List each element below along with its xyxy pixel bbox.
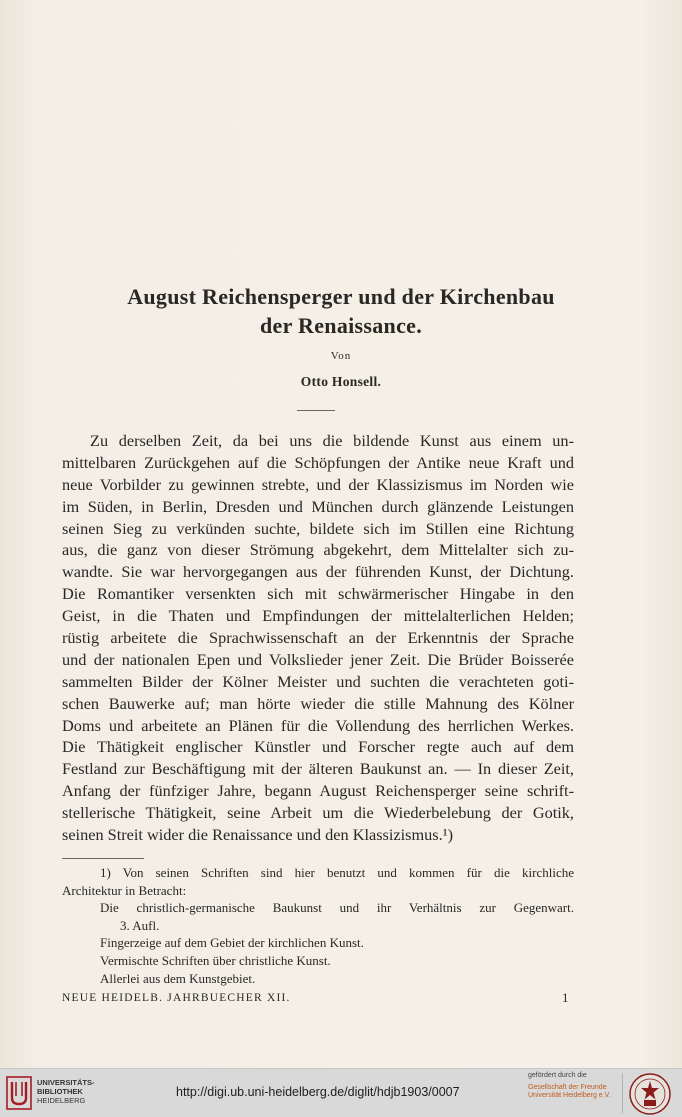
body-line: Zu derselben Zeit, da bei uns die bildende Kunst aus einem un-	[90, 431, 574, 450]
body-line: sammelten Bilder der Kölner Meister und suchten die verachteten goti-	[62, 671, 574, 691]
sponsor-heading: gefördert durch die	[528, 1072, 587, 1079]
viewer-footer-bar	[0, 1068, 682, 1117]
footnote-line: Allerlei aus dem Kunstgebiet.	[100, 970, 256, 986]
library-name-line-2: BIBLIOTHEK	[37, 1087, 83, 1096]
body-line: Anfang der fünfziger Jahre, begann August Reichensperger seine schrift-	[62, 781, 574, 801]
sponsor-divider	[622, 1073, 623, 1113]
footnote-line: Die christlich-germanische Baukunst und ihr Verhältnis zur Gegenwart.	[100, 900, 574, 916]
title-line-2: der Renaissance.	[259, 313, 423, 338]
author-name: Otto Honsell.	[300, 374, 382, 389]
university-library-logo-icon[interactable]	[6, 1076, 32, 1110]
sponsor-block	[528, 1072, 611, 1101]
body-line: stellerische Thätigkeit, seine Arbeit um die Wiederbelebung der Gotik,	[62, 803, 574, 823]
body-line: Die Romantiker versenkten sich mit schwärmerischer Hingabe in den	[62, 584, 574, 604]
footnote-line: Fingerzeige auf dem Gebiet der kirchlichen Kunst.	[100, 935, 364, 951]
footnote	[62, 864, 574, 987]
body-line: mittelbaren Zurückgehen auf die Schöpfungen der Antike neue Kraft und	[62, 452, 574, 472]
library-name-line-3: HEIDELBERG	[37, 1096, 86, 1105]
body-line: seinen Streit wider die Renaissance und den Klassizismus.¹)	[62, 825, 454, 845]
title-line-1: August Reichensperger und der Kirchenbau	[127, 284, 555, 309]
university-seal-icon	[628, 1072, 672, 1116]
body-line: seinen Sieg zu verkünden suchte, bildete sich im Stillen eine Richtung	[62, 518, 574, 538]
footnote-line: 3. Aufl.	[120, 917, 160, 933]
title-divider	[297, 410, 335, 411]
library-name-line-1: UNIVERSITÄTS-	[37, 1078, 95, 1087]
footnote-line: Architektur in Betracht:	[62, 882, 187, 898]
body-line: Die Thätigkeit englischer Künstler und Forscher regte auch auf dem	[62, 737, 574, 757]
body-line: neue Vorbilder zu gewinnen strebte, und der Klassizismus im Norden wie	[62, 474, 574, 494]
footnote-line: Vermischte Schriften über christliche Kunst.	[100, 952, 331, 968]
body-line: Festland zur Beschäftigung mit der älteren Baukunst an. — In dieser Zeit,	[62, 759, 574, 779]
body-line: Geist, in die Thaten und Empfindungen der mittelalterlichen Helden;	[62, 606, 574, 626]
footnote-divider	[62, 858, 144, 859]
body-line: schen Bauwerke auf; man hörte wieder die stille Mahnung des Kölner	[62, 693, 574, 713]
sponsor-name-line-2[interactable]: Universität Heidelberg e.V.	[528, 1092, 611, 1099]
body-paragraph	[62, 430, 574, 846]
footnote-line: 1) Von seinen Schriften sind hier benutzt und kommen für die kirchliche	[100, 865, 574, 880]
body-line: und der nationalen Epen und Volkslieder jener Zeit. Die Brüder Boisserée	[62, 649, 574, 669]
body-line: im Süden, in Berlin, Dresden und München durch glänzende Leistungen	[62, 496, 574, 516]
body-line: rüstig arbeitete die Sprachwissenschaft an der Erkenntnis der Sprache	[62, 628, 574, 648]
permalink-url[interactable]: http://digi.ub.uni-heidelberg.de/diglit/hdjb1903/0007	[176, 1085, 460, 1099]
sponsor-name-line-1[interactable]: Gesellschaft der Freunde	[528, 1083, 607, 1091]
body-line: Doms und arbeitete an Plänen für die Vollendung des herrlichen Werkes.	[62, 715, 574, 735]
article-title	[0, 282, 682, 340]
body-line: wandte. Sie war hervorgegangen aus der führenden Kunst, der Dichtung.	[62, 562, 574, 582]
body-line: aus, die ganz von dieser Strömung abgekehrt, dem Mittelalter sich zu-	[62, 540, 574, 560]
byline-von: Von	[330, 350, 352, 362]
running-footer: NEUE HEIDELB. JAHRBUECHER XII.	[62, 992, 291, 1004]
page-number: 1	[562, 990, 569, 1005]
university-library-name	[37, 1078, 95, 1105]
